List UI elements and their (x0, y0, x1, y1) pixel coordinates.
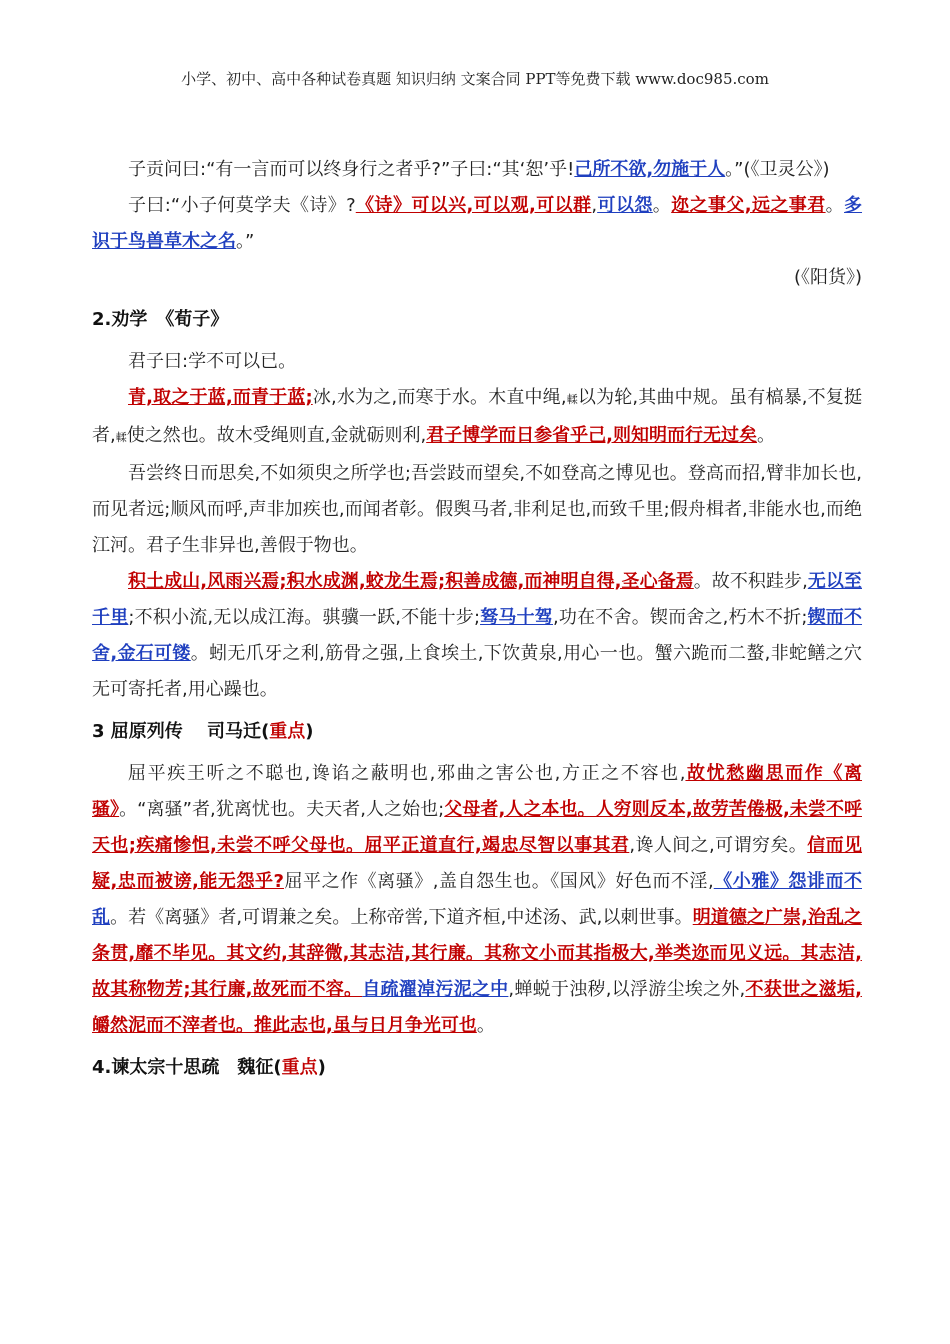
paren: ( (261, 721, 270, 742)
plain-text: 。 (652, 195, 672, 216)
page-header: 小学、初中、高中各种试卷真题 知识归纳 文案合同 PPT等免费下载 www.doc985.com (181, 70, 769, 88)
highlight-red: 《诗》可以兴,可以观,可以群 (355, 195, 592, 216)
plain-text: 。故不积跬步, (693, 571, 808, 592)
small-char: 輮 (115, 431, 127, 444)
highlight-red: 迩之事父,远之事君 (671, 195, 826, 216)
highlight-red: 青,取之于蓝,而青于蓝; (128, 387, 313, 408)
highlight-blue: 锲而不舍,金石可镂 (92, 607, 863, 664)
quanxue-paragraph-3: 吾尝终日而思矣,不如须臾之所学也;吾尝跂而望矣,不如登高之博见也。登高而招,臂非加长也,而见者远;顺风而呼,声非加疾也,而闻者彰。假舆马者,非利足也,而致千里;假舟楫者,非能水也,而绝江河。君子生非异也,善假于物也。 (92, 463, 862, 556)
quanxue-paragraph-4 (92, 564, 862, 708)
paren: ) (305, 721, 314, 742)
highlight-red: 明道德之广崇,治乱之条贯,靡不毕见。其文约,其辞微,其志洁,其行廉。其称文小而其指极大,举类迩而见义远。其志洁,故其称物芳;其行廉,故死而不容。 (92, 907, 863, 1000)
plain-text: 。 (476, 1015, 495, 1036)
plain-text: 。若《离骚》者,可谓兼之矣。上称帝喾,下道齐桓,中述汤、武,以刺世事。 (110, 907, 693, 928)
highlight-blue: 己所不欲,勿施于人 (574, 159, 726, 180)
highlight-blue: 驽马十驾 (480, 607, 553, 628)
plain-text: 子贡问曰:“有一言而可以终身行之者乎?”子曰:“其‘恕’乎! (128, 159, 575, 180)
section-4-title-text: 4.谏太宗十思疏 魏征 (92, 1057, 274, 1078)
plain-text: 冰,水为之,而寒于水。木直中绳, (312, 387, 567, 408)
plain-text: 子曰:“小子何莫学夫《诗》? (128, 195, 356, 216)
highlight-blue: 无以至千里 (92, 571, 862, 628)
quanxue-paragraph-2 (92, 380, 862, 456)
section-4-title (92, 1050, 862, 1086)
lunyu-paragraph-2 (92, 188, 862, 260)
quanxue-paragraph-1: 君子曰:学不可以已。 (128, 351, 297, 372)
highlight-red: 积土成山,风雨兴焉;积水成渊,蛟龙生焉;积善成德,而神明自得,圣心备焉 (128, 571, 694, 592)
plain-text: 。”(《卫灵公》) (725, 159, 830, 180)
lunyu-paragraph-1 (92, 152, 862, 188)
plain-text: 。 (825, 195, 845, 216)
plain-text: 以为轮,其曲中规。虽有槁暴,不复挺者, (92, 387, 863, 446)
highlight-red: 不获世之滋垢,皭然泥而不滓者也。推此志也,虽与日月争光可也 (92, 979, 862, 1036)
plain-text: 使之然也。故木受绳则直,金就砺则利, (126, 425, 427, 446)
section-3-title (92, 714, 862, 750)
section-2-title: 2.劝学 《荀子》 (92, 309, 229, 330)
plain-text: ,蝉蜕于浊秽,以浮游尘埃之外, (508, 979, 746, 1000)
quyuan-paragraph (92, 756, 862, 1044)
plain-text: ,谗人间之,可谓穷矣。 (629, 835, 808, 856)
key-label: 重点 (269, 721, 306, 742)
paren: ) (317, 1057, 326, 1078)
plain-text: ,功在不舍。锲而舍之,朽木不折; (553, 607, 808, 628)
plain-text: 。 (757, 425, 776, 446)
plain-text: , (591, 195, 598, 216)
highlight-blue: 《小雅》怨诽而不乱 (92, 871, 862, 928)
plain-text: 屈平疾王听之不聪也,谗谄之蔽明也,邪曲之害公也,方正之不容也, (128, 763, 686, 784)
plain-text: 。” (236, 231, 255, 252)
lunyu-source: (《阳货》) (793, 267, 862, 288)
plain-text: 。蚓无爪牙之利,筋骨之强,上食埃土,下饮黄泉,用心一也。蟹六跪而二螯,非蛇鳝之穴无可寄托者,用心躁也。 (92, 643, 862, 700)
highlight-red: 父母者,人之本也。人穷则反本,故劳苦倦极,未尝不呼天也;疾痛惨怛,未尝不呼父母也。屈平正道直行,竭忠尽智以事其君 (92, 799, 862, 856)
highlight-blue: 多识于鸟兽草木之名 (92, 195, 863, 252)
plain-text: ;不积小流,无以成江海。骐骥一跃,不能十步; (128, 607, 481, 628)
document-body (92, 152, 862, 1086)
highlight-blue: 自疏濯淖污泥之中 (362, 979, 509, 1000)
highlight-red: 君子博学而日参省乎己,则知明而行无过矣 (426, 425, 758, 446)
key-label: 重点 (281, 1057, 318, 1078)
section-3-title-text: 3 屈原列传 司马迁 (92, 721, 262, 742)
highlight-red: 信而见疑,忠而被谤,能无怨乎? (92, 835, 863, 892)
highlight-blue: 可以怨 (597, 195, 653, 216)
plain-text: 。“离骚”者,犹离忧也。夫天者,人之始也; (119, 799, 445, 820)
small-char: 輮 (566, 393, 578, 406)
plain-text: 屈平之作《离骚》,盖自怨生也。《国风》好色而不淫, (283, 871, 714, 892)
highlight-red: 故忧愁幽思而作《离骚》 (92, 763, 863, 820)
paren: ( (273, 1057, 282, 1078)
